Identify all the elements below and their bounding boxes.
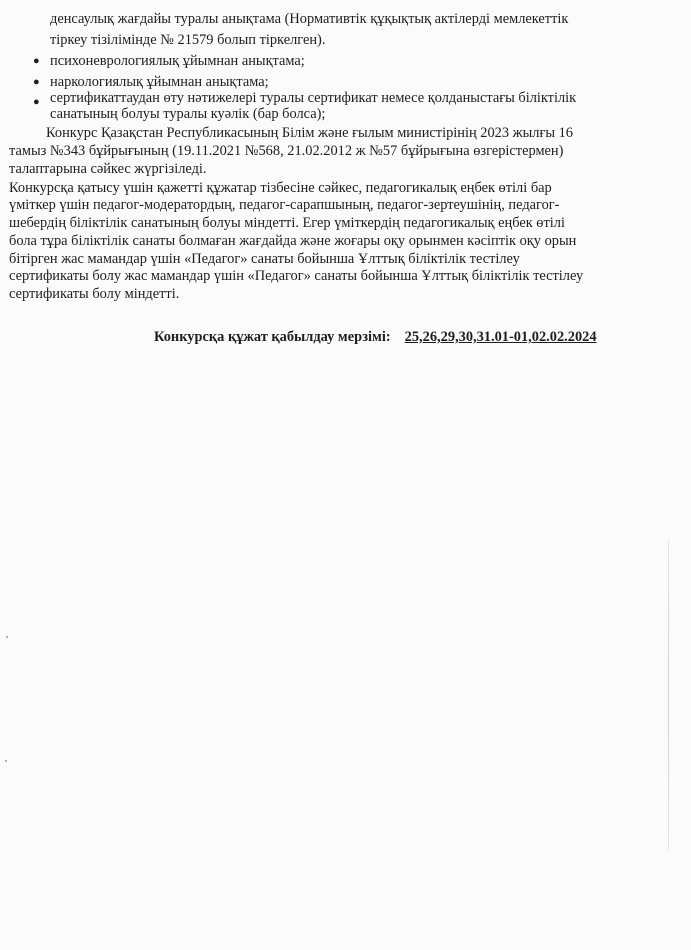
list-item: сертификаттаудан өту нәтижелері туралы сертификат немесе қолданыстағы біліктілік: [50, 90, 577, 106]
paragraph-line: тамыз №343 бұйрығының (19.11.2021 №568, 21.02.2012 ж №57 бұйрығына өзгерістермен): [9, 143, 564, 159]
scan-speck: [6, 636, 8, 638]
paragraph-line: бітірген жас мамандар үшін «Педагог» санаты бойынша Ұлттық біліктілік тестілеу: [9, 251, 520, 267]
paragraph-line: Конкурс Қазақстан Республикасының Білім және ғылым министірінің 2023 жылғы 16: [46, 125, 574, 141]
list-item-continuation: санатының болуы туралы куәлік (бар болса);: [50, 106, 326, 122]
scan-speck: [5, 760, 7, 762]
paragraph-line: Конкурсқа қатысу үшін қажетті құжатар тізбесіне сәйкес, педагогикалық еңбек өтілі бар: [9, 180, 552, 196]
paragraph-line: бола тұра біліктілік санаты болмаған жағдайда және жоғары оқу орынмен кәсіптік оқу орын: [9, 233, 577, 249]
list-item: наркологиялық ұйымнан анықтама;: [50, 74, 269, 90]
bullet-icon: ●: [33, 55, 40, 67]
deadline-label: Конкурсқа құжат қабылдау мерзімі:: [154, 329, 391, 345]
text-line: тіркеу тізілімінде № 21579 болып тіркелген).: [50, 32, 326, 48]
paragraph-line: сертификаты болу міндетті.: [9, 286, 180, 302]
bullet-icon: ●: [33, 76, 40, 88]
list-item: психоневрологиялық ұйымнан анықтама;: [50, 53, 305, 69]
deadline-dates: 25,26,29,30,31.01-01,02.02.2024: [404, 329, 597, 345]
scan-edge-line: [668, 540, 669, 850]
paragraph-line: сертификаты болу жас мамандар үшін «Педагог» санаты бойынша Ұлттық біліктілік тестілеу: [9, 268, 584, 284]
paragraph-line: үміткер үшін педагог-модератордың, педагог-сарапшының, педагог-зертеушінің, педагог-: [9, 197, 560, 213]
text-line: денсаулық жағдайы туралы анықтама (Нормативтік құқықтық актілерді мемлекеттік: [50, 11, 569, 27]
paragraph-line: шебердің біліктілік санатының болуы міндетті. Егер үміткердің педагогикалық еңбек өтілі: [9, 215, 565, 231]
paragraph-line: талаптарына сәйкес жүргізіледі.: [9, 161, 207, 177]
bullet-icon: ●: [33, 96, 40, 108]
submission-deadline: [154, 329, 597, 346]
